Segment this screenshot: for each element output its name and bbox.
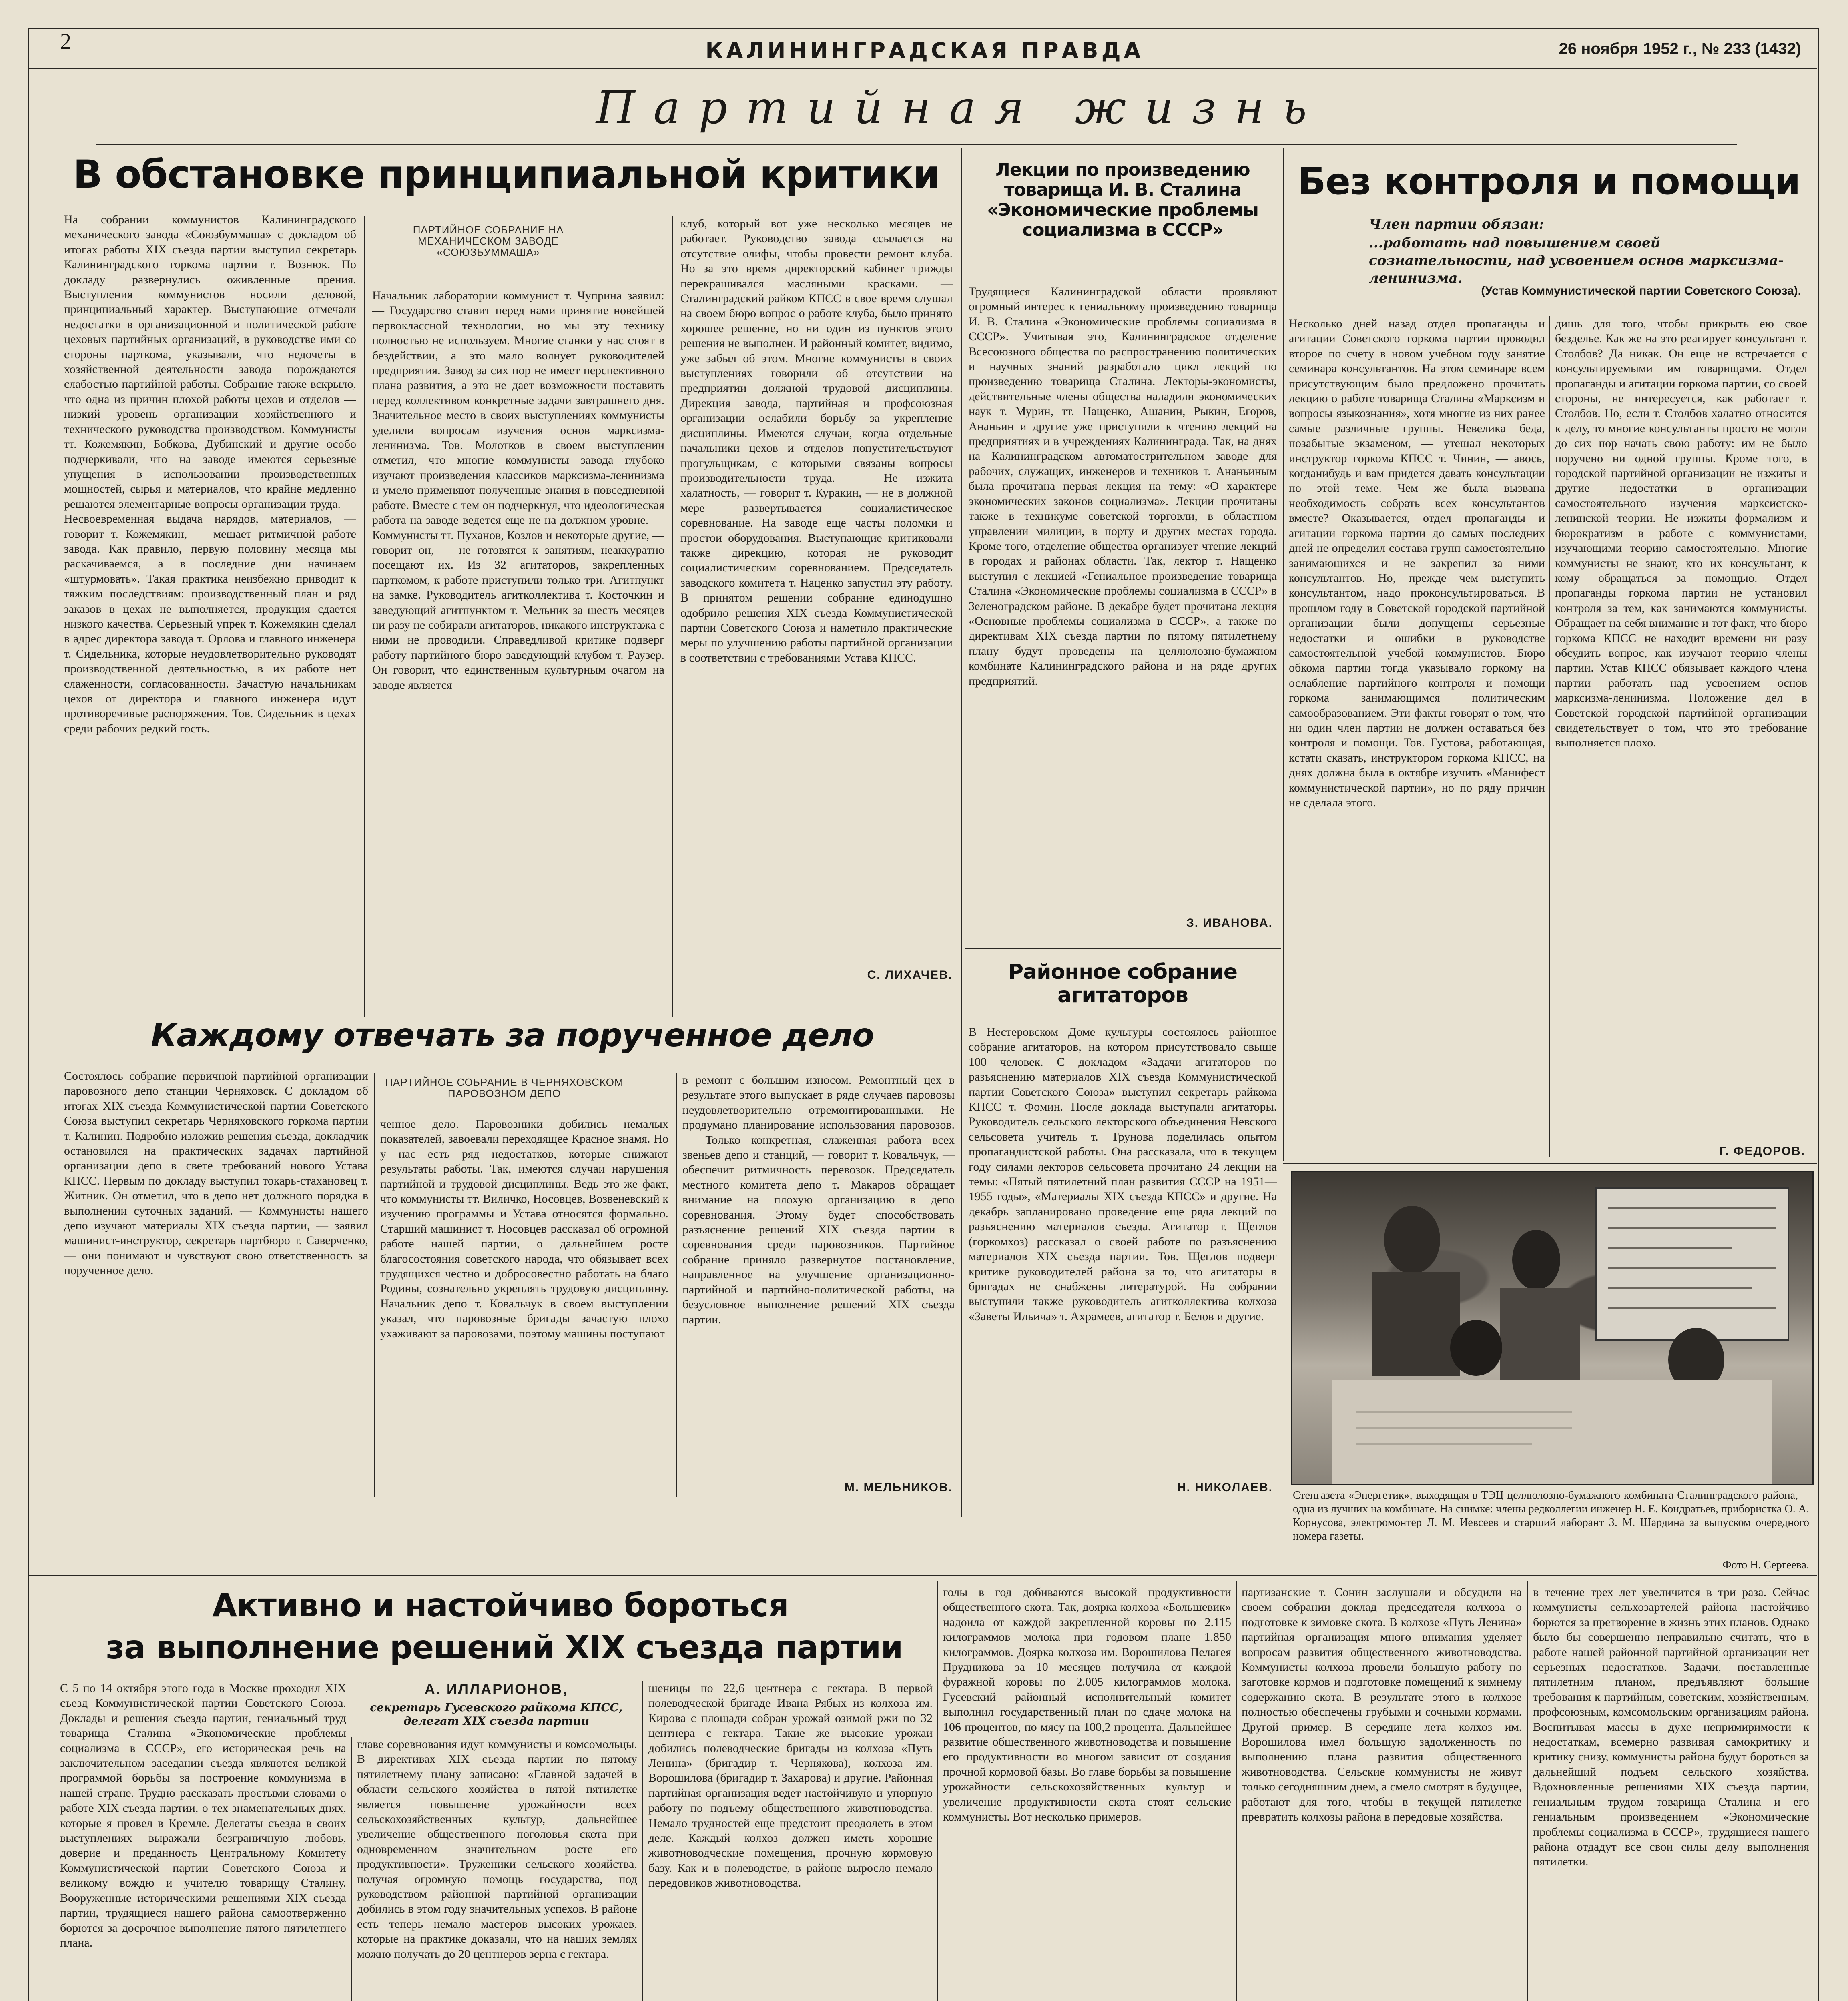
article5-body: В Нестеровском Доме культуры состоялось районное собрание агитаторов, на котором присутствовало свыше 100 человек. С докладом «Задачи агитаторов по разъяснению материалов XIX съезда Коммунистической партии Советского Союза» выступил секретарь райкома КПСС т. Фомин. После доклада выступали агитаторы. Руководитель сельского лекторского объединения Невского сельсовета учитель т. Трунова поделилась опытом пропагандистской работы. Она рассказала, что в текущем году силами лекторов сельсовета прочитано 24 лекции на темы: «Пятый пятилетний план развития СССР на 1951—1955 годы», «Материалы XIX съезда КПСС» и другие. На декабрь запланировано проведение еще ряда лекций по разъяснению материалов съезда. Агитатор т. Щеглов (горкомхоз) рассказал о своей работе по разъяснению материалов XIX съезда партии. Тов. Щеглов подверг критике руководителей района за то, что агитаторы в бригадах не снабжены литературой. На собрании выступили также руководитель агитколлектива колхоза «Заветы Ильича» т. Ахрамеев, агитатор т. Белов и другие. bbox=[969, 1025, 1277, 1323]
article2-body: Трудящиеся Калининградской области проявляют огромный интерес к гениальному произведению товарища И. В. Сталина «Экономические проблемы социализма в СССР». Учитывая это, Калининградское отделение Всесоюзного общества по распространению политических и научных знаний разработало цикл лекций по произведению товарища Сталина. Лекторы-экономисты, действительные члены общества наладили экономических наук т. Мурин, тт. Нащенко, Ашанин, Рыкин, Егоров, Ананьин и другие уже приступили к чтению лекций на предприятиях и в учреждениях Калининграда. Так, на днях на Калининградском автоматострительном заводе для рабочих, служащих, инженеров и техников т. Ананьиным была прочитана первая лекция на тему: «О характере экономических законов социализма». Лекции прочитаны также в техникуме советской торговли, в областном управлении милиции, в порту и других местах города. Кроме того, отделение общества организует чтение лекций в городах и районах области. Так, лектор т. Нащенко выступил с лекцией «Гениальное произведение товарища Сталина «Экономические проблемы социализма в СССР» в Зеленоградском районе. В декабре будет прочитана лекция «Основные проблемы социализма в СССР», а также по директивам XIX съезда партии по пятому пятилетнему плану будут проведены на целлюлозно-бумажном комбинате Калининградского района и на ряде других предприятий. bbox=[969, 285, 1277, 688]
photo-credit: Фото Н. Сергеева. bbox=[1722, 1559, 1809, 1571]
article1-col1: На собрании коммунистов Калининградского механического завода «Союзбуммаша» с докладом об итогах работы XIX съезда партии выступил секретарь Калининградского горкома партии т. Вознюк. По докладу развернулись оживленные прения. Выступления коммунистов носили деловой, принципиальный характер. Выступающие отмечали недостатки в организационной и политической работе цеховых партийных организаций, в руководстве ими со стороны парткома, указывали, что недочеты в хозяйственной деятельности завода порождаются слабостью партийной работы. Собрание также вскрыло, что одна из причин плохой работы цехов и отделов — низкий уровень организации хозяйственного и технического руководства производством. Коммунисты тт. Кожемякин, Бобкова, Дубинский и другие особо подчеркивали, что на заводе имеются серьезные упущения в использовании производственных мощностей, сырья и материалов, что крайне медленно решаются элементарные вопросы организации труда. — Несвоевременная выдача нарядов, материалов, — говорит т. Кожемякин, — мешает ритмичной работе завода. Как правило, первую половину месяца мы раскачиваемся, а в последние дни начинаем «штурмовать». Такая практика неизбежно приводит к тяжким последствиям: производственный план и ряд заказов в цехах не выполняется, продукция сдается низкого качества. Серьезный упрек т. Кожемякин сделал в адрес директора завода т. Орлова и главного инженера т. Сидельника, которые неудовлетворительно руководят производственной деятельностью, в их работе нет слаженности, согласованности. Зачастую начальникам цехов от директора и главного инженера идут противоречивые распоряжения. Тов. Сидельник в цехах среди рабочих редкий гость. bbox=[64, 213, 356, 735]
article6-divider-3 bbox=[937, 1581, 938, 2001]
article6-author-title: секретарь Гусевского райкома КПСС, делегат XIX съезда партии bbox=[370, 1701, 623, 1728]
article6-headline-line2: за выполнение решений XIX съезда партии bbox=[106, 1629, 903, 1666]
article6-col6: в течение трех лет увеличится в три раза. Сейчас коммунисты сельхозартелей района настойчиво борются за претворение в жизнь этих планов. Однако было бы совершенно неправильно считать, что в работе нашей районной партийной организации нет серьезных недостатков. Задачи, поставленные пятилетним планом, предъявляют большие требования к партийным, советским, хозяйственным, профсоюзным, комсомольским организациям района. Воспитывая массы в духе непримиримости к недостаткам, всемерно развивая самокритику и критику снизу, коммунисты района будут бороться за дальнейший подъем сельского хозяйства. Вдохновленные решениями XIX съезда партии, гениальным трудом товарища Сталина и его гениальным произведением «Экономические проблемы социализма в СССР», трудящиеся нашего района отдадут все свои силы делу выполнения пятилетки. bbox=[1533, 1586, 1809, 1869]
article4-headline: Каждому отвечать за порученное дело bbox=[150, 1017, 874, 1054]
article3-bottom-rule bbox=[1283, 1163, 1817, 1164]
page-number: 2 bbox=[60, 29, 71, 54]
article4-subheading: ПАРТИЙНОЕ СОБРАНИЕ В ЧЕРНЯХОВСКОМ ПАРОВОЗНОМ ДЕПО bbox=[385, 1076, 624, 1099]
article1-col2: Начальник лаборатории коммунист т. Чуприна заявил: — Государство ставит перед нами принятие новейшей первоклассной технологии, но мы эту технику полностью не используем. Многие станки у нас стоят в бездействии, а это мало волнует руководителей предприятия. Завод за сих пор не имеет перспективного плана развития, а это не дает возможности поставить перед коллективом конкретные задачи завтрашнего дня. Значительное место в своих выступлениях коммунисты уделили вопросам изучения основ марксизма-ленинизма. Тов. Молотков в своем выступлении отметил, что многие коммунисты завода глубоко изучают произведения классиков марксизма-ленинизма и умело применяют полученные знания в повседневной работе. Вместе с тем он подчеркнул, что идеологическая работа на заводе ведется еще не на должном уровне. — Коммунисты тт. Пуханов, Козлов и некоторые другие, — говорит он, — не готовятся к занятиям, неаккуратно посещают их. Из 32 агитаторов, закрепленных парткомом, к работе приступили только три. Агитпункт на замке. Руководитель агитколлектива т. Косточкин и заведующий агитпунктом т. Мельник за шесть месяцев ни разу не собирали агитаторов, никакого инструктажа с ними не проводили. Справедливой критике подверг работу партийного бюро заведующий клубом т. Раузер. Он говорит, что единственным культурным очагом на заводе является bbox=[372, 289, 664, 692]
article2-signature: З. ИВАНОВА. bbox=[1186, 916, 1273, 930]
article3-headline: Без контроля и помощи bbox=[1298, 160, 1800, 203]
rubric-rule bbox=[96, 144, 1737, 145]
article6-col2: главе соревнования идут коммунисты и комсомольцы. В директивах XIX съезда партии по пятому пятилетнему плану записано: «Главной задачей в области сельского хозяйства в пятой пятилетке является повышение урожайности всех сельскохозяйственных культур, дальнейшее увеличение общественного поголовья скота при одновременном значительном росте его продуктивности». Труженики сельского хозяйства, получая огромную помощь государства, под руководством районной партийной организации добились в этом году значительных успехов. В районе есть теперь немало мастеров высоких урожаев, которые на практике доказали, что на наших землях можно получать до 20 центнеров зерна с гектара. bbox=[357, 1738, 637, 1961]
article3-divider bbox=[1549, 316, 1550, 1157]
article6-divider-2 bbox=[642, 1681, 643, 2001]
section-rule bbox=[28, 1575, 1817, 1576]
masthead-rule bbox=[28, 68, 1817, 69]
issue-info: 26 ноября 1952 г., № 233 (1432) bbox=[1559, 40, 1801, 58]
article3-epigraph-lead: Член партии обязан: bbox=[1369, 216, 1544, 232]
article5-headline: Районное собрание агитаторов bbox=[1008, 960, 1238, 1007]
article4-divider-1 bbox=[374, 1073, 375, 1497]
photo-caption: Стенгазета «Энергетик», выходящая в ТЭЦ целлюлозно-бумажного комбината Сталинградского района,— одна из лучших на комбинате. На снимке: члены редколлегии инженер Н. Е. Кондратьев, прибористка О. А. Корнусова, электромонтер Л. М. Иевсеев и старший лаборант З. М. Шардина за выпуском очередного номера газеты. bbox=[1293, 1489, 1809, 1542]
article4-signature: М. МЕЛЬНИКОВ. bbox=[844, 1481, 953, 1494]
article6-col4: голы в год добиваются высокой продуктивности общественного скота. Так, доярка колхоза «Большевик» надоила от каждой закрепленной коровы по 2.115 килограммов молока при годовом плане 1.850 килограммов. Доярка колхоза им. Ворошилова Пелагея Прудникова за 10 месяцев получила от каждой фуражной коровы по 2.005 килограммов молока. Гусевский районный исполнительный комитет выполнил государственный план по сдаче молока на 106 процентов, по мясу на 100,2 процента. Дальнейшее развитие общественного животноводства и повышение его продуктивности во многом зависит от создания прочной кормовой базы. Во главе борьбы за повышение урожайности сельскохозяйственных культур и увеличение продуктивности скота стоят сельские коммунисты. Вот несколько примеров. bbox=[943, 1586, 1231, 1824]
article1-subheading: ПАРТИЙНОЕ СОБРАНИЕ НА МЕХАНИЧЕСКОМ ЗАВОДЕ «СОЮЗБУММАША» bbox=[413, 224, 564, 258]
article6-col3: шеницы по 22,6 центнера с гектара. В первой полеводческой бригаде Ивана Рябых из колхоза им. Кирова с площади собран урожай озимой ржи по 32 центнера с гектара. Такие же высокие урожаи добились полеводческие бригады из колхоза «Путь Ленина» (бригадир т. Чернякова), колхоза им. Ворошилова (бригадир т. Захарова) и другие. Районная партийная организация ведет настойчивую и упорную работу по подъему общественного животноводства. Немало трудностей еще предстоит преодолеть в этом деле. Каждый колхоз должен иметь хорошие животноводческие помещения, прочную кормовую базу. Как и в полеводстве, в районе выросло немало передовиков животноводства. bbox=[648, 1682, 933, 1890]
article6-divider-5 bbox=[1527, 1581, 1528, 2001]
divider-a2-a3 bbox=[1283, 148, 1284, 1161]
article6-col5: партизанские т. Сонин заслушали и обсудили на своем собрании доклад председателя колхоза о подготовке к зимовке скота. В колхозе «Путь Ленина» партийная организация много внимания уделяет вопросам развития общественного животноводства. Коммунисты колхоза провели большую работу по заготовке кормов и подготовке помещений к зимнему содержанию скота. В результате этого в колхозе полностью обеспечены грубыми и сочными кормами. Другой пример. В середине лета колхоз им. Ворошилова имел большую задолженность по выполнению плана развития общественного животноводства. Сельские коммунисты не живут только сегодняшним днем, а смело смотрят в будущее, работают для того, чтобы в текущей пятилетке превратить колхозы района в передовые хозяйства. bbox=[1242, 1586, 1522, 1824]
article3-epigraph-source: (Устав Коммунистической партии Советского Союза). bbox=[1481, 284, 1801, 297]
divider-a1-a2 bbox=[961, 148, 962, 1517]
article3-col1: Несколько дней назад отдел пропаганды и агитации Советского горкома партии проводил второе по счету в новом учебном году занятие семинара консультантов. На этом семинаре всем присутствующим было предложено прочитать лекцию о работе товарища Сталина «Марксизм и вопросы языкознания», хотя многие из них ранее самые различные группы. Невелика беда, позабытые экзаменом, — утешал некоторых инструктор горкома КПСС т. Чинин, — авось, когданибудь и вам придется давать консультации по этой теме. Чем же была вызвана необходимость собрать всех консультантов вместе? Оказывается, отдел пропаганды и агитации горкома партии до самых последних дней не определил состава групп самостоятельно занимающихся и не закрепил за ними консультантов. Но, прежде чем выступить консультантом, надо проконсультироваться. В прошлом году в Советской городской партийной организации были допущены серьезные недостатки и ошибки в руководстве самостоятельной учебой коммунистов. Бюро обкома партии тогда указывало горкому на ослабление партийного контроля и помощи горкома занимающимся политическим самообразованием. Эти факты говорят о том, что ни один член партии не должен оставаться без контроля и помощи. Тов. Густова, работающая, кстати сказать, инструктором горкома КПСС, на днях должна была в октябре изучить «Манифест коммунистической партии», но по ряду причин не сделала этого. bbox=[1289, 317, 1545, 809]
article4-col2: ченное дело. Паровозники добились немалых показателей, завоевали переходящее Красное знамя. Но у нас есть ряд недостатков, которые снижают результаты работы. Так, имеются случаи нарушения партийной и трудовой дисциплины. Ведь это же факт, что коммунисты тт. Виличко, Носовцев, Возвеневский к изучению программы и Устава относятся формально. Старший машинист т. Носовцев рассказал об огромной работе нашей партии, о дальнейшем росте благосостояния советского народа, что обязывает всех трудящихся честно и добросовестно работать на благо Родины, сознательно укреплять трудовую дисциплину. Начальник депо т. Ковальчук в своем выступлении указал, что паровозные бригады зачастую плохо ухаживают за паровозами, поэтому машины поступают bbox=[380, 1117, 668, 1340]
article6-author: А. ИЛЛАРИОНОВ, bbox=[424, 1681, 568, 1697]
newspaper-photo bbox=[1291, 1171, 1814, 1485]
article3-col2: дишь для того, чтобы прикрыть ею свое безделье. Как же на это реагирует консультант т. Столбов? Да никак. Он еще не встречается с консультируемыми им товарищами. Отдел пропаганды и агитации горкома партии, со своей стороны, не интересуется, как работает т. Столбов. Но, если т. Столбов халатно относится к делу, то многие консультанты просто не могли до сих пор начать свою работу: им не было поручено ни одной группы. Кроме того, в городской партийной организации не изжиты и другие недостатки в организации самостоятельного изучения марксистско-ленинской теории. Не изжиты формализм и бюрократизм в работе с коммунистами, изучающими теорию самостоятельно. Многие коммунисты не знают, кто их консультант, к кому обращаться за помощью. Отдел пропаганды горкома партии не установил контроля за тем, как занимаются коммунисты. Обращает на себя внимание и тот факт, что бюро горкома КПСС не находит времени ни разу обсудить вопрос, как изучают теорию члены партии. Устав КПСС обязывает каждого члена партии работать над усвоением основ марксизма-ленинизма. Положение дел в Советской городской партийной организации свидетельствует о том, что это требование выполняется плохо. bbox=[1555, 317, 1807, 750]
article6-divider-1 bbox=[351, 1737, 352, 2001]
article1-divider-1 bbox=[364, 216, 365, 1017]
article2-bottom-rule bbox=[965, 948, 1281, 949]
article4-divider-2 bbox=[676, 1073, 677, 1497]
article6-headline-line1: Активно и настойчиво бороться bbox=[212, 1587, 789, 1624]
article6-divider-4 bbox=[1236, 1581, 1237, 2001]
article3-signature: Г. ФЕДОРОВ. bbox=[1719, 1145, 1805, 1158]
rubric: Партийная жизнь bbox=[596, 82, 1326, 134]
article6-col1: С 5 по 14 октября этого года в Москве проходил XIX съезд Коммунистической партии Советского Союза. Доклады и решения съезда партии, гениальный труд товарища Сталина «Экономические проблемы социализма в СССР», его историческая речь на заключительном заседании съезда являются великой программой борьбы за построение коммунизма в нашей стране. Трудно рассказать простыми словами о работе XIX съезда партии, о тех знаменательных днях, которые я провел в Кремле. Делегаты съезда в своих выступлениях выражали безграничную любовь, доверие и преданность Центральному Комитету Коммунистической партии Советского Союза и великому вождю и учителю товарищу Сталину. Вооруженные историческими решениями XIX съезда партии, трудящиеся нашего района самоотверженно борются за досрочное выполнение пятого пятилетнего плана. bbox=[60, 1682, 346, 1949]
article5-signature: Н. НИКОЛАЕВ. bbox=[1177, 1481, 1273, 1494]
newspaper-name: КАЛИНИНГРАДСКАЯ ПРАВДА bbox=[705, 38, 1144, 63]
article2-headline: Лекции по произведению товарища И. В. Сталина «Экономические проблемы социализма в СССР» bbox=[987, 160, 1258, 240]
article3-epigraph-quote: ...работать над повышением своей сознательности, над усвоением основ марксизма-ленинизма. bbox=[1369, 235, 1784, 286]
article1-headline: В обстановке принципиальной критики bbox=[73, 152, 940, 197]
article4-col1: Состоялось собрание первичной партийной организации паровозного депо станции Черняховск. С докладом об итогах XIX съезда Коммунистической партии Советского Союза выступил секретарь Черняховского горкома партии т. Калинин. Подробно изложив решения съезда, докладчик остановился на практических задачах партийной организации депо в свете требований нового Устава КПСС. Первым по докладу выступил токарь-стахановец т. Житник. Он отметил, что в депо нет должного порядка в выполнении суточных заданий. — Коммунисты нашего депо изучают материалы XIX съезда партии, — заявил машинист-инструктор, секретарь партбюро т. Саверченко, — они понимают и чувствуют свою ответственность за порученное дело. bbox=[64, 1069, 368, 1277]
article1-col3: клуб, который вот уже несколько месяцев не работает. Руководство завода ссылается на отсутствие олифы, чтобы провести ремонт клуба. Но за это время директорский кабинет трижды перекрашивался масляными красками. — Сталинградский райком КПСС в свое время слушал на своем бюро вопрос о работе клуба, было принято хорошее решение, но ни один из пунктов этого решения не выполнен. И районный комитет, видимо, уже забыл об этом. Многие коммунисты в своих выступлениях говорили об отсутствии на предприятии должной трудовой дисциплины. Дирекция завода, партийная и профсоюзная организации ослабили борьбу за укрепление дисциплины. Имеются случаи, когда отдельные начальники цехов и отделов попустительствуют прогульщикам, с которыми связаны вопросы производительности труда. — Не изжита халатность, — говорит т. Куракин, — не в должной мере развертывается социалистическое соревнование. На заводе еще часты поломки и простои оборудования. Выступающие критиковали также дирекцию, которая не руководит социалистическим соревнованием. Председатель заводского комитета т. Наценко запустил эту работу. В принятом решении собрание единодушно одобрило решения XIX съезда Коммунистической партии Советского Союза и наметило практические меры по улучшению работы партийной организации в соответствии с требованиями Устава КПСС. bbox=[680, 217, 953, 664]
article4-col3: в ремонт с большим износом. Ремонтный цех в результате этого выпускает в ряде случаев паровозы неудовлетворительно отремонтированными. Не продумано планирование использования паровозов. — Только конкретная, слаженная работа всех звеньев депо и станций, — говорит т. Ковальчук, — обеспечит ритмичность перевозок. Председатель местного комитета депо т. Макаров обращает внимание на плохую организацию в депо соревнования. Этому будет способствовать разъяснение решений XIX съезда партии в соревнования среди паровозников. Партийное собрание приняло развернутое постановление, направленное на улучшение организационно-партийной и партийно-политической работы, на безусловное выполнение решений XIX съезда партии. bbox=[682, 1073, 955, 1326]
article1-signature: С. ЛИХАЧЕВ. bbox=[867, 968, 953, 982]
article1-divider-2 bbox=[672, 216, 673, 1017]
